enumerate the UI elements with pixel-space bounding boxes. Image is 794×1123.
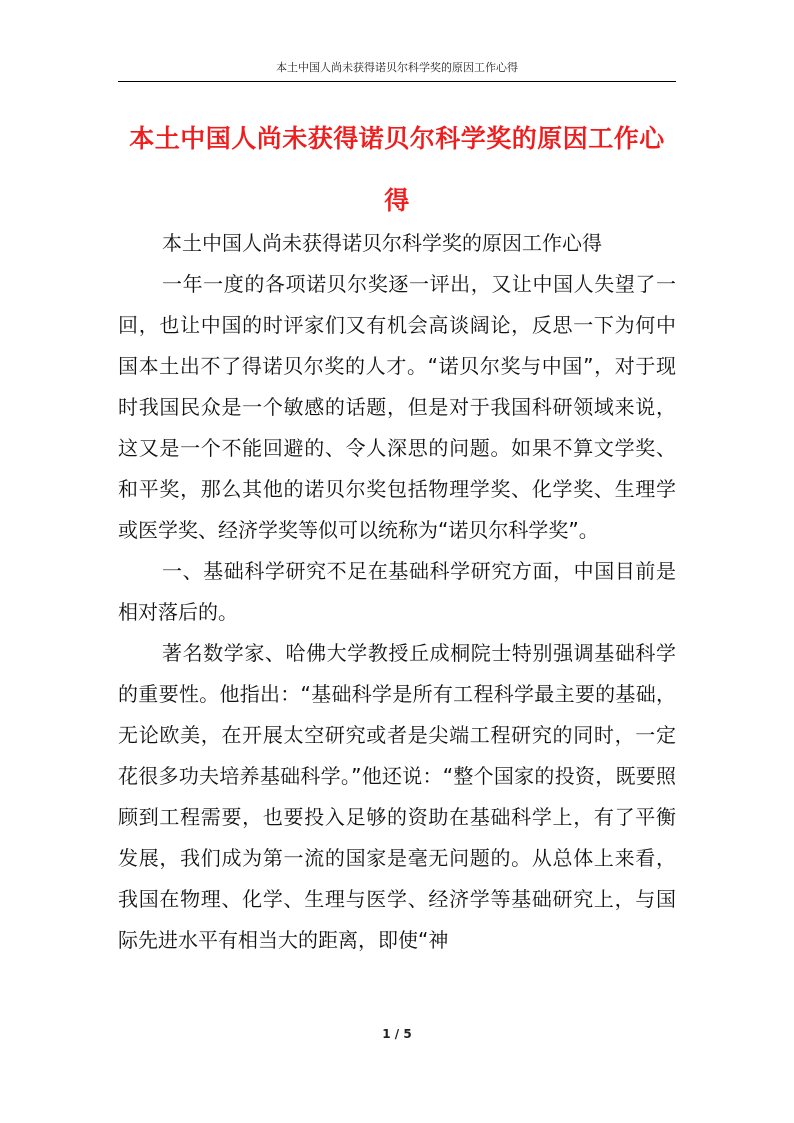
paragraph: 著名数学家、哈佛大学教授丘成桐院士特别强调基础科学的重要性。他指出：“基础科学是所有工程科学最主要的基础，无论欧美，在开展太空研究或者是尖端工程研究的同时，一定花很多功夫培养基础科学。”他还说：“整个国家的投资，既要照顾到工程需要，也要投入足够的资助在基础科学上，有了平衡发展，我们成为第一流的国家是毫无问题的。从总体上来看，我国在物理、化学、生理与医学、经济学等基础研究上，与国际先进水平有相当大的距离，即使“神 <box>118 641 676 952</box>
document-title: 本土中国人尚未获得诺贝尔科学奖的原因工作心得 <box>129 124 665 215</box>
paragraph: 一、基础科学研究不足在基础科学研究方面，中国目前是相对落后的。 <box>118 559 676 624</box>
running-header: 本土中国人尚未获得诺贝尔科学奖的原因工作心得 <box>276 61 518 74</box>
paragraph: 一年一度的各项诺贝尔奖逐一评出，又让中国人失望了一回，也让中国的时评家们又有机会高谈阔论，反思一下为何中国本土出不了得诺贝尔奖的人才。“诺贝尔奖与中国”，对于现时我国民众是一个敏感的话题，但是对于我国科研领域来说，这又是一个不能回避的、令人深思的问题。如果不算文学奖、和平奖，那么其他的诺贝尔奖包括物理学奖、化学奖、生理学或医学奖、经济学奖等似可以统称为“诺贝尔科学奖”。 <box>118 272 676 542</box>
paragraph: 本土中国人尚未获得诺贝尔科学奖的原因工作心得 <box>162 231 602 255</box>
page-number: 1 / 5 <box>382 1027 412 1041</box>
header-divider <box>118 81 676 82</box>
document-body <box>118 223 676 961</box>
